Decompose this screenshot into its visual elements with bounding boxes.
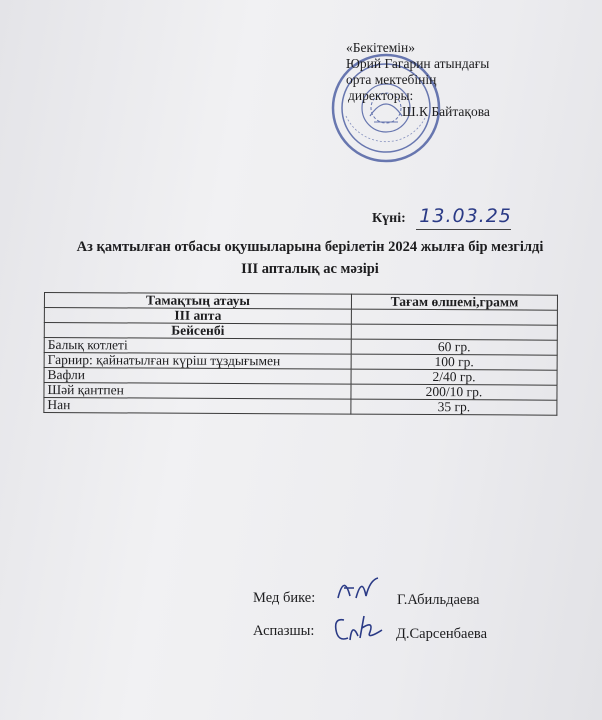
nurse-name: Г.Абильдаева — [397, 592, 480, 608]
week-label: III апта — [44, 308, 351, 325]
column-header-name: Тамақтың атауы — [44, 293, 351, 310]
dish-name: Балық котлеті — [44, 338, 351, 355]
approval-director-name: Ш.К Байтақова — [402, 104, 490, 119]
dish-name: Вафли — [44, 368, 351, 385]
cook-signature — [330, 610, 390, 648]
week-empty-cell — [351, 309, 557, 325]
dish-name: Шәй қантпен — [44, 383, 351, 400]
dish-name: Гарнир: қайнатылған күріш тұздығымен — [44, 353, 351, 370]
day-empty-cell — [351, 324, 557, 340]
approval-position: директоры: — [348, 88, 414, 103]
date-label: Күні: — [372, 211, 406, 226]
date-value: 13.03.25 — [419, 205, 512, 227]
approval-school-line-2: орта мектебінің — [346, 72, 437, 87]
cook-label: Аспазшы: — [253, 623, 315, 639]
dish-amount: 200/10 гр. — [351, 384, 557, 400]
menu-table — [43, 292, 558, 416]
document-subtitle: III апталық ас мәзірі — [241, 261, 379, 277]
day-label: Бейсенбі — [44, 323, 351, 340]
dish-amount: 35 гр. — [351, 399, 557, 415]
date-row — [372, 205, 512, 227]
column-header-amount: Тағам өлшемі,грамм — [351, 294, 557, 310]
nurse-signature — [334, 570, 384, 606]
dish-amount: 60 гр. — [351, 339, 557, 355]
table-row — [44, 398, 557, 416]
nurse-label: Мед бике: — [253, 590, 316, 606]
dish-amount: 100 гр. — [351, 354, 557, 370]
approval-title: «Бекітемін» — [346, 40, 415, 55]
dish-amount: 2/40 гр. — [351, 369, 557, 385]
date-underline — [416, 229, 511, 230]
cook-name: Д.Сарсенбаева — [396, 626, 488, 642]
document-title: Аз қамтылған отбасы оқушыларына берілетін 2024 жылға бір мезгілді — [76, 239, 544, 255]
dish-name: Нан — [44, 398, 351, 415]
approval-block — [346, 40, 596, 120]
approval-school-line: Юрий Гагарин атындағы — [346, 56, 490, 71]
